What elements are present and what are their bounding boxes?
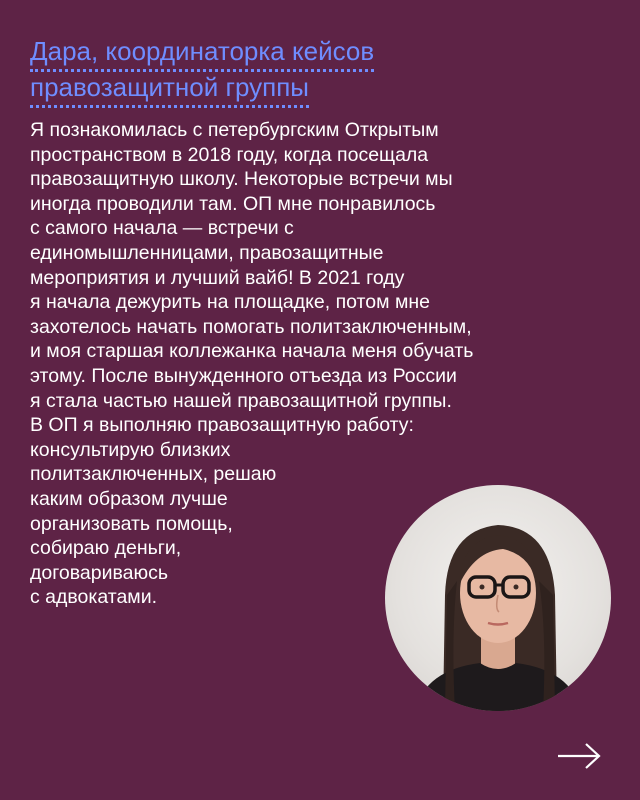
title-line-1: Дара, координаторка кейсов	[30, 36, 374, 72]
page-title	[30, 36, 590, 108]
portrait-photo	[385, 485, 611, 711]
title-line-2: правозащитной группы	[30, 72, 309, 108]
arrow-right-icon[interactable]	[556, 736, 602, 776]
portrait-illustration	[385, 485, 611, 711]
story-text: Я познакомилась с петербургским Открытым пространством в 2018 году, когда посещала правозащитную школу. Некоторые встречи мы иногда проводили там. ОП мне понравилось с самого начала — встречи с единомышленницами, правозащитные мероприятия и лучший вайб! В 2021 году я начала дежурить на площадке, потом мне захотелось начать помогать политзаключенным, и моя старшая коллежанка начала меня обучать этому. После вынужденного отъезда из России я стала частью нашей правозащитной группы. В ОП я выполняю правозащитную работу: консультирую близких политзаключенных, решаю каким образом лучше организовать помощь, собираю деньги, договариваюсь с адвокатами.	[30, 119, 474, 609]
